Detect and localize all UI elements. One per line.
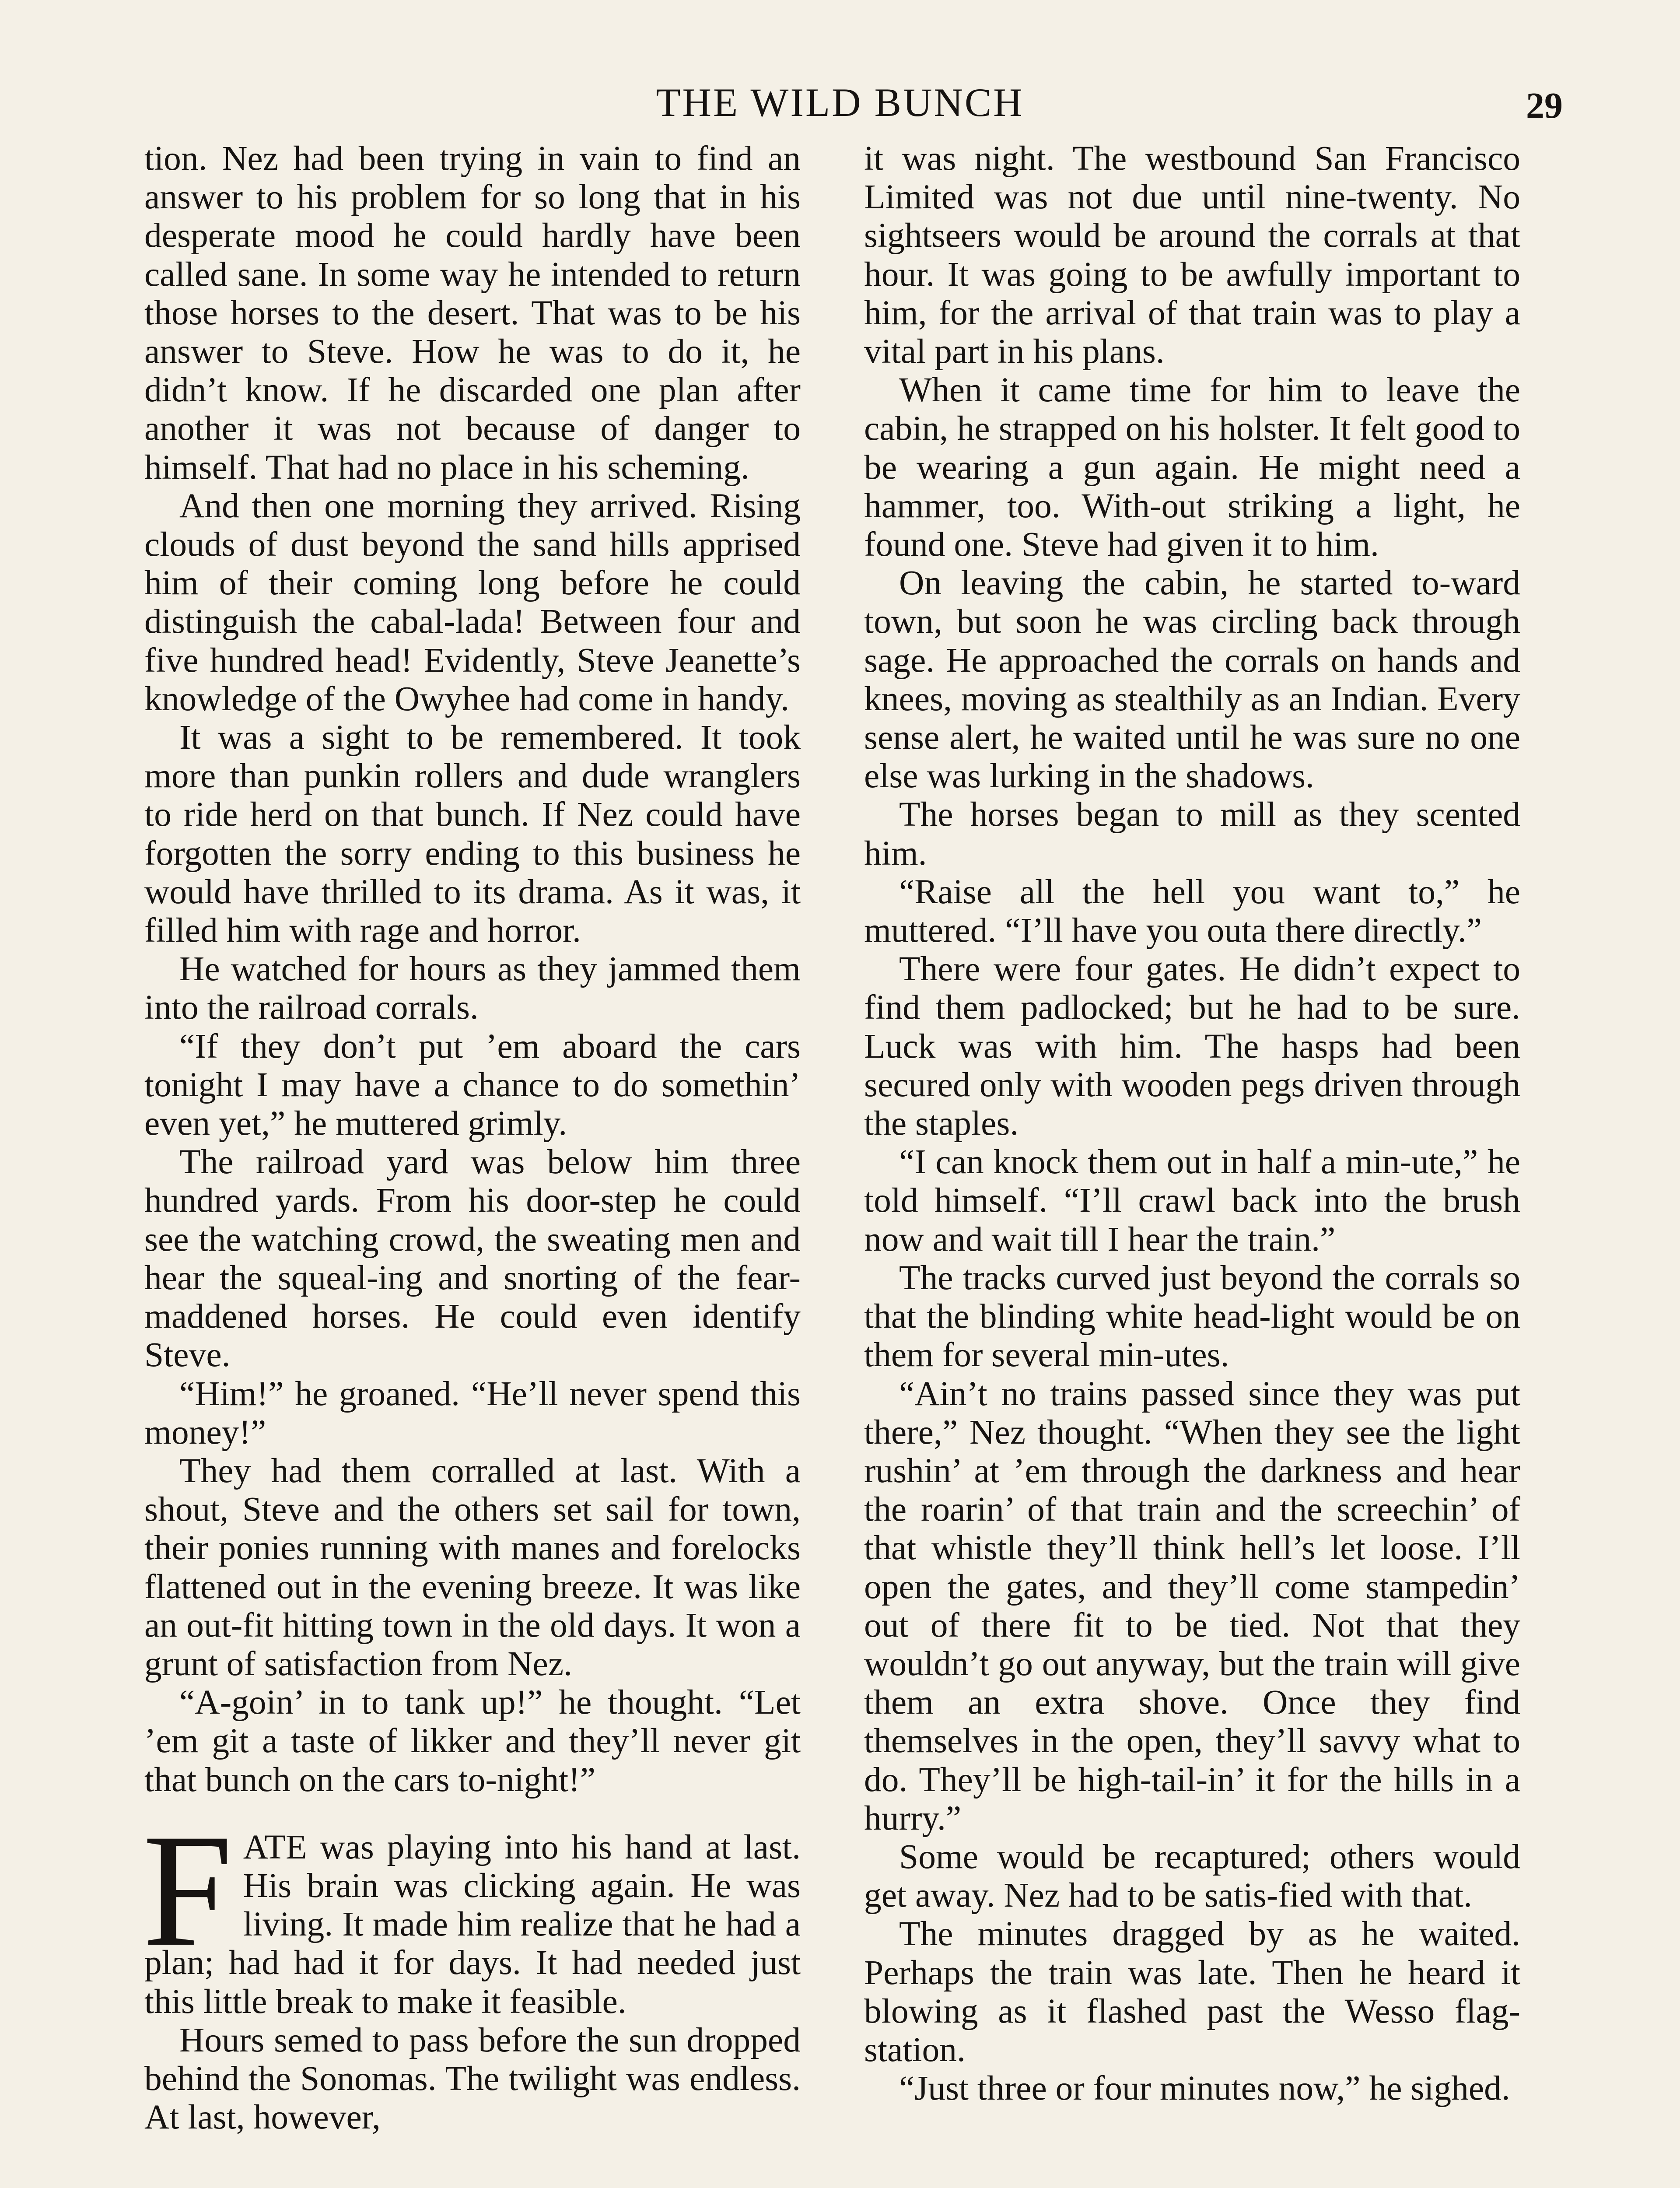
paragraph: It was a sight to be remembered. It took more than punkin rollers and dude wranglers to ride herd on that bunch. If Nez could have forgotten the sorry ending to this business he would have thrilled to its drama. As it was, it filled him with rage and horror.: [144, 718, 801, 950]
paragraph: “Raise all the hell you want to,” he muttered. “I’ll have you outa there directly.”: [864, 872, 1520, 950]
paragraph: The horses began to mill as they scented him.: [864, 795, 1520, 873]
paragraph: On leaving the cabin, he started to-ward town, but soon he was circling back through sage. He approached the corrals on hands and knees, moving as stealthily as an Indian. Every sense alert, he waited until he was sure no one else was lurking in the shadows.: [864, 564, 1520, 796]
paragraph: “Him!” he groaned. “He’ll never spend this money!”: [144, 1374, 801, 1452]
paragraph: He watched for hours as they jammed them into the railroad corrals.: [144, 950, 801, 1027]
paragraph: When it came time for him to leave the cabin, he strapped on his holster. It felt good to be wearing a gun again. He might need a hammer, too. With-out striking a light, he found one. Steve had given it to him.: [864, 371, 1520, 564]
paragraph: There were four gates. He didn’t expect to find them padlocked; but he had to be sure. Luck was with him. The hasps had been secured only with wooden pegs driven through the staples.: [864, 950, 1520, 1143]
paragraph: The minutes dragged by as he waited. Perhaps the train was late. Then he heard it blowing as it flashed past the Wesso flag-station.: [864, 1914, 1520, 2069]
drop-cap: F: [143, 1800, 233, 1980]
paragraph: “I can knock them out in half a min-ute,” he told himself. “I’ll crawl back into the brush now and wait till I hear the train.”: [864, 1143, 1520, 1259]
paragraph: The tracks curved just beyond the corrals so that the blinding white head-light would be on them for several min-utes.: [864, 1258, 1520, 1375]
page-number: 29: [1526, 85, 1563, 126]
paragraph: They had them corralled at last. With a shout, Steve and the others set sail for town, their ponies running with manes and forelocks flattened out in the evening breeze. It was like an out-fit hitting town in the old days. It won a grunt of satisfaction from Nez.: [144, 1451, 801, 1683]
left-column: [144, 139, 801, 2136]
paragraph: “Just three or four minutes now,” he sighed.: [899, 2069, 1510, 2108]
right-column: [864, 139, 1520, 2107]
paragraph: Some would be recaptured; others would get away. Nez had to be satis-fied with that.: [864, 1837, 1520, 1915]
paragraph: “If they don’t put ’em aboard the cars tonight I may have a chance to do somethin’ even yet,” he muttered grimly.: [144, 1027, 801, 1143]
section-opening-text: ATE was playing into his hand at last. His brain was clicking again. He was living. It made him realize that he had a plan; had had it for days. It had needed just this little break to make it feasible.: [144, 1827, 801, 2021]
paragraph: The railroad yard was below him three hundred yards. From his door-step he could see the watching crowd, the sweating men and hear the squeal-ing and snorting of the fear-maddened horses. He could even identify Steve.: [144, 1143, 801, 1375]
paragraph: Hours semed to pass before the sun dropped behind the Sonomas. The twilight was endless. At last, however,: [144, 2020, 801, 2137]
section-opening-paragraph: [143, 1800, 801, 2021]
paragraph: “A-goin’ in to tank up!” he thought. “Let ’em git a taste of likker and they’ll never git that bunch on the cars to-night!”: [144, 1683, 801, 1799]
paragraph: “Ain’t no trains passed since they was put there,” Nez thought. “When they see the light rushin’ at ’em through the darkness and hear the roarin’ of that train and the screechin’ of that whistle they’ll think hell’s let loose. I’ll open the gates, and they’ll come stampedin’ out of there fit to be tied. Not that they wouldn’t go out anyway, but the train will give them an extra shove. Once they find themselves in the open, they’ll savvy what to do. They’ll be high-tail-in’ it for the hills in a hurry.”: [864, 1374, 1520, 1837]
running-head: THE WILD BUNCH: [656, 80, 1024, 125]
paragraph: And then one morning they arrived. Rising clouds of dust beyond the sand hills apprised him of their coming long before he could distinguish the cabal-lada! Between four and five hundred head! Evidently, Steve Jeanette’s knowledge of the Owyhee had come in handy.: [144, 486, 801, 718]
paragraph: it was night. The westbound San Francisco Limited was not due until nine-twenty. No sightseers would be around the corrals at that hour. It was going to be awfully important to him, for the arrival of that train was to play a vital part in his plans.: [864, 139, 1520, 371]
paragraph: tion. Nez had been trying in vain to find an answer to his problem for so long that in his desperate mood he could hardly have been called sane. In some way he intended to return those horses to the desert. That was to be his answer to Steve. How he was to do it, he didn’t know. If he discarded one plan after another it was not because of danger to himself. That had no place in his scheming.: [144, 139, 801, 487]
